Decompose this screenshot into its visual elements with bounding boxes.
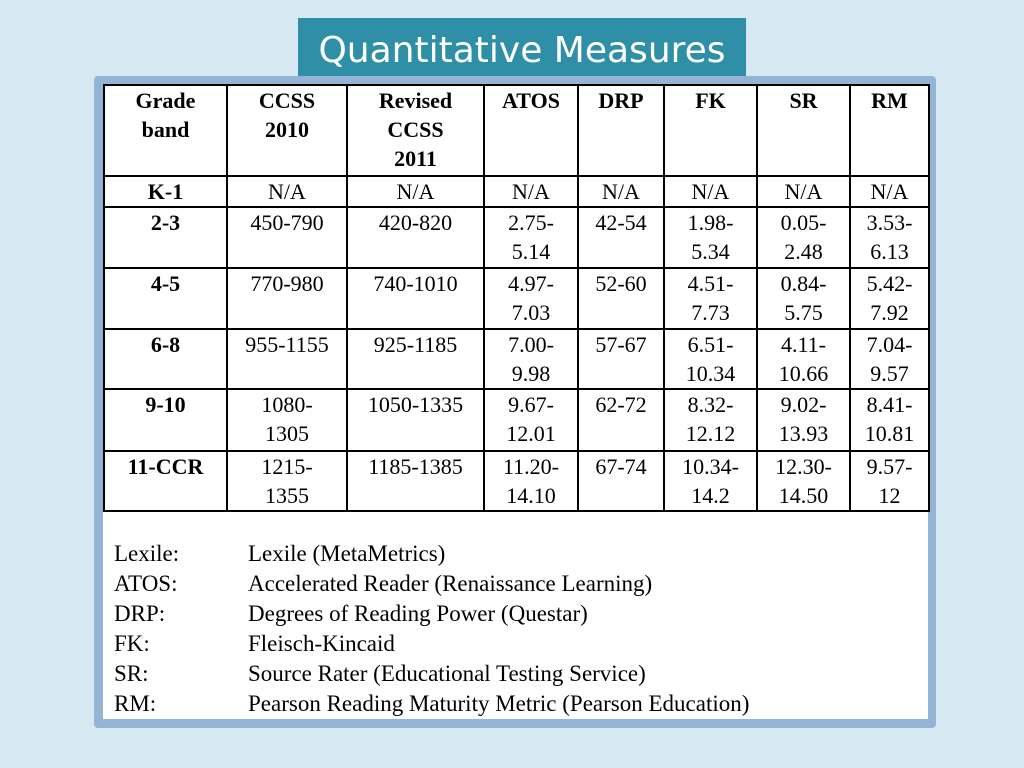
grade-band-cell: K-1	[104, 176, 227, 207]
measure-cell: N/A	[578, 176, 664, 207]
table-row	[104, 207, 929, 268]
header-cell: SR	[757, 85, 850, 176]
table-row	[104, 329, 929, 389]
legend-item	[114, 569, 749, 599]
measure-cell: N/A	[484, 176, 578, 207]
table-row	[104, 451, 929, 511]
measure-cell: 10.34- 14.2	[664, 451, 757, 511]
measure-cell: 1.98- 5.34	[664, 207, 757, 268]
legend-abbreviation: DRP:	[114, 601, 166, 626]
header-cell: CCSS 2010	[227, 85, 347, 176]
measure-cell: 12.30- 14.50	[757, 451, 850, 511]
measure-cell: 7.00- 9.98	[484, 329, 578, 389]
legend-description: Lexile (MetaMetrics)	[248, 541, 446, 566]
measure-cell: 1050-1335	[347, 389, 484, 451]
header-cell: FK	[664, 85, 757, 176]
legend-item	[114, 539, 749, 569]
measure-cell: 57-67	[578, 329, 664, 389]
measure-cell: 8.41- 10.81	[850, 389, 929, 451]
measure-cell: 0.84- 5.75	[757, 268, 850, 329]
measure-cell: 770-980	[227, 268, 347, 329]
measure-cell: 420-820	[347, 207, 484, 268]
legend-abbreviation: Lexile:	[114, 541, 180, 566]
legend-description: Degrees of Reading Power (Questar)	[248, 601, 588, 626]
grade-band-cell: 4-5	[104, 268, 227, 329]
legend-description: Source Rater (Educational Testing Service)	[248, 661, 646, 686]
measure-cell: 52-60	[578, 268, 664, 329]
measure-cell: 740-1010	[347, 268, 484, 329]
legend-description: Fleisch-Kincaid	[248, 631, 395, 656]
measure-cell: 4.97- 7.03	[484, 268, 578, 329]
measure-cell: 3.53- 6.13	[850, 207, 929, 268]
measure-cell: 1185-1385	[347, 451, 484, 511]
header-cell: Revised CCSS 2011	[347, 85, 484, 176]
measure-cell: 9.02- 13.93	[757, 389, 850, 451]
measure-cell: 42-54	[578, 207, 664, 268]
legend-abbreviation: SR:	[114, 661, 149, 686]
grade-band-cell: 9-10	[104, 389, 227, 451]
header-cell: ATOS	[484, 85, 578, 176]
measure-cell: N/A	[227, 176, 347, 207]
legend-abbreviation: ATOS:	[114, 571, 178, 596]
legend-item	[114, 689, 749, 719]
measure-cell: 9.57- 12	[850, 451, 929, 511]
measure-cell: N/A	[757, 176, 850, 207]
legend-item	[114, 629, 749, 659]
measure-cell: 2.75- 5.14	[484, 207, 578, 268]
measure-cell: 450-790	[227, 207, 347, 268]
measure-cell: N/A	[850, 176, 929, 207]
table-row	[104, 176, 929, 207]
measure-cell: 5.42- 7.92	[850, 268, 929, 329]
measure-cell: 4.11- 10.66	[757, 329, 850, 389]
header-cell: RM	[850, 85, 929, 176]
content-panel	[103, 84, 928, 719]
measure-cell: 925-1185	[347, 329, 484, 389]
table-body	[104, 176, 929, 511]
table-header-row	[104, 85, 929, 176]
legend-description: Accelerated Reader (Renaissance Learning)	[248, 571, 653, 596]
abbreviation-legend	[114, 539, 749, 719]
legend-item	[114, 599, 749, 629]
legend-abbreviation: RM:	[114, 691, 157, 716]
legend-abbreviation: FK:	[114, 631, 150, 656]
measure-cell: N/A	[347, 176, 484, 207]
measure-cell: 6.51- 10.34	[664, 329, 757, 389]
header-cell: Grade band	[104, 85, 227, 176]
grade-band-cell: 6-8	[104, 329, 227, 389]
measure-cell: 9.67- 12.01	[484, 389, 578, 451]
grade-band-cell: 11-CCR	[104, 451, 227, 511]
measure-cell: N/A	[664, 176, 757, 207]
slide-title: Quantitative Measures	[298, 18, 746, 84]
table-row	[104, 389, 929, 451]
measure-cell: 4.51- 7.73	[664, 268, 757, 329]
measure-cell: 67-74	[578, 451, 664, 511]
measure-cell: 955-1155	[227, 329, 347, 389]
legend-description: Pearson Reading Maturity Metric (Pearson Education)	[248, 691, 750, 716]
measure-cell: 1080- 1305	[227, 389, 347, 451]
header-cell: DRP	[578, 85, 664, 176]
grade-band-cell: 2-3	[104, 207, 227, 268]
measure-cell: 0.05- 2.48	[757, 207, 850, 268]
measure-cell: 7.04- 9.57	[850, 329, 929, 389]
measure-cell: 1215- 1355	[227, 451, 347, 511]
measure-cell: 62-72	[578, 389, 664, 451]
measure-cell: 11.20- 14.10	[484, 451, 578, 511]
legend-item	[114, 659, 749, 689]
table-row	[104, 268, 929, 329]
quantitative-measures-table	[103, 84, 930, 512]
measure-cell: 8.32- 12.12	[664, 389, 757, 451]
